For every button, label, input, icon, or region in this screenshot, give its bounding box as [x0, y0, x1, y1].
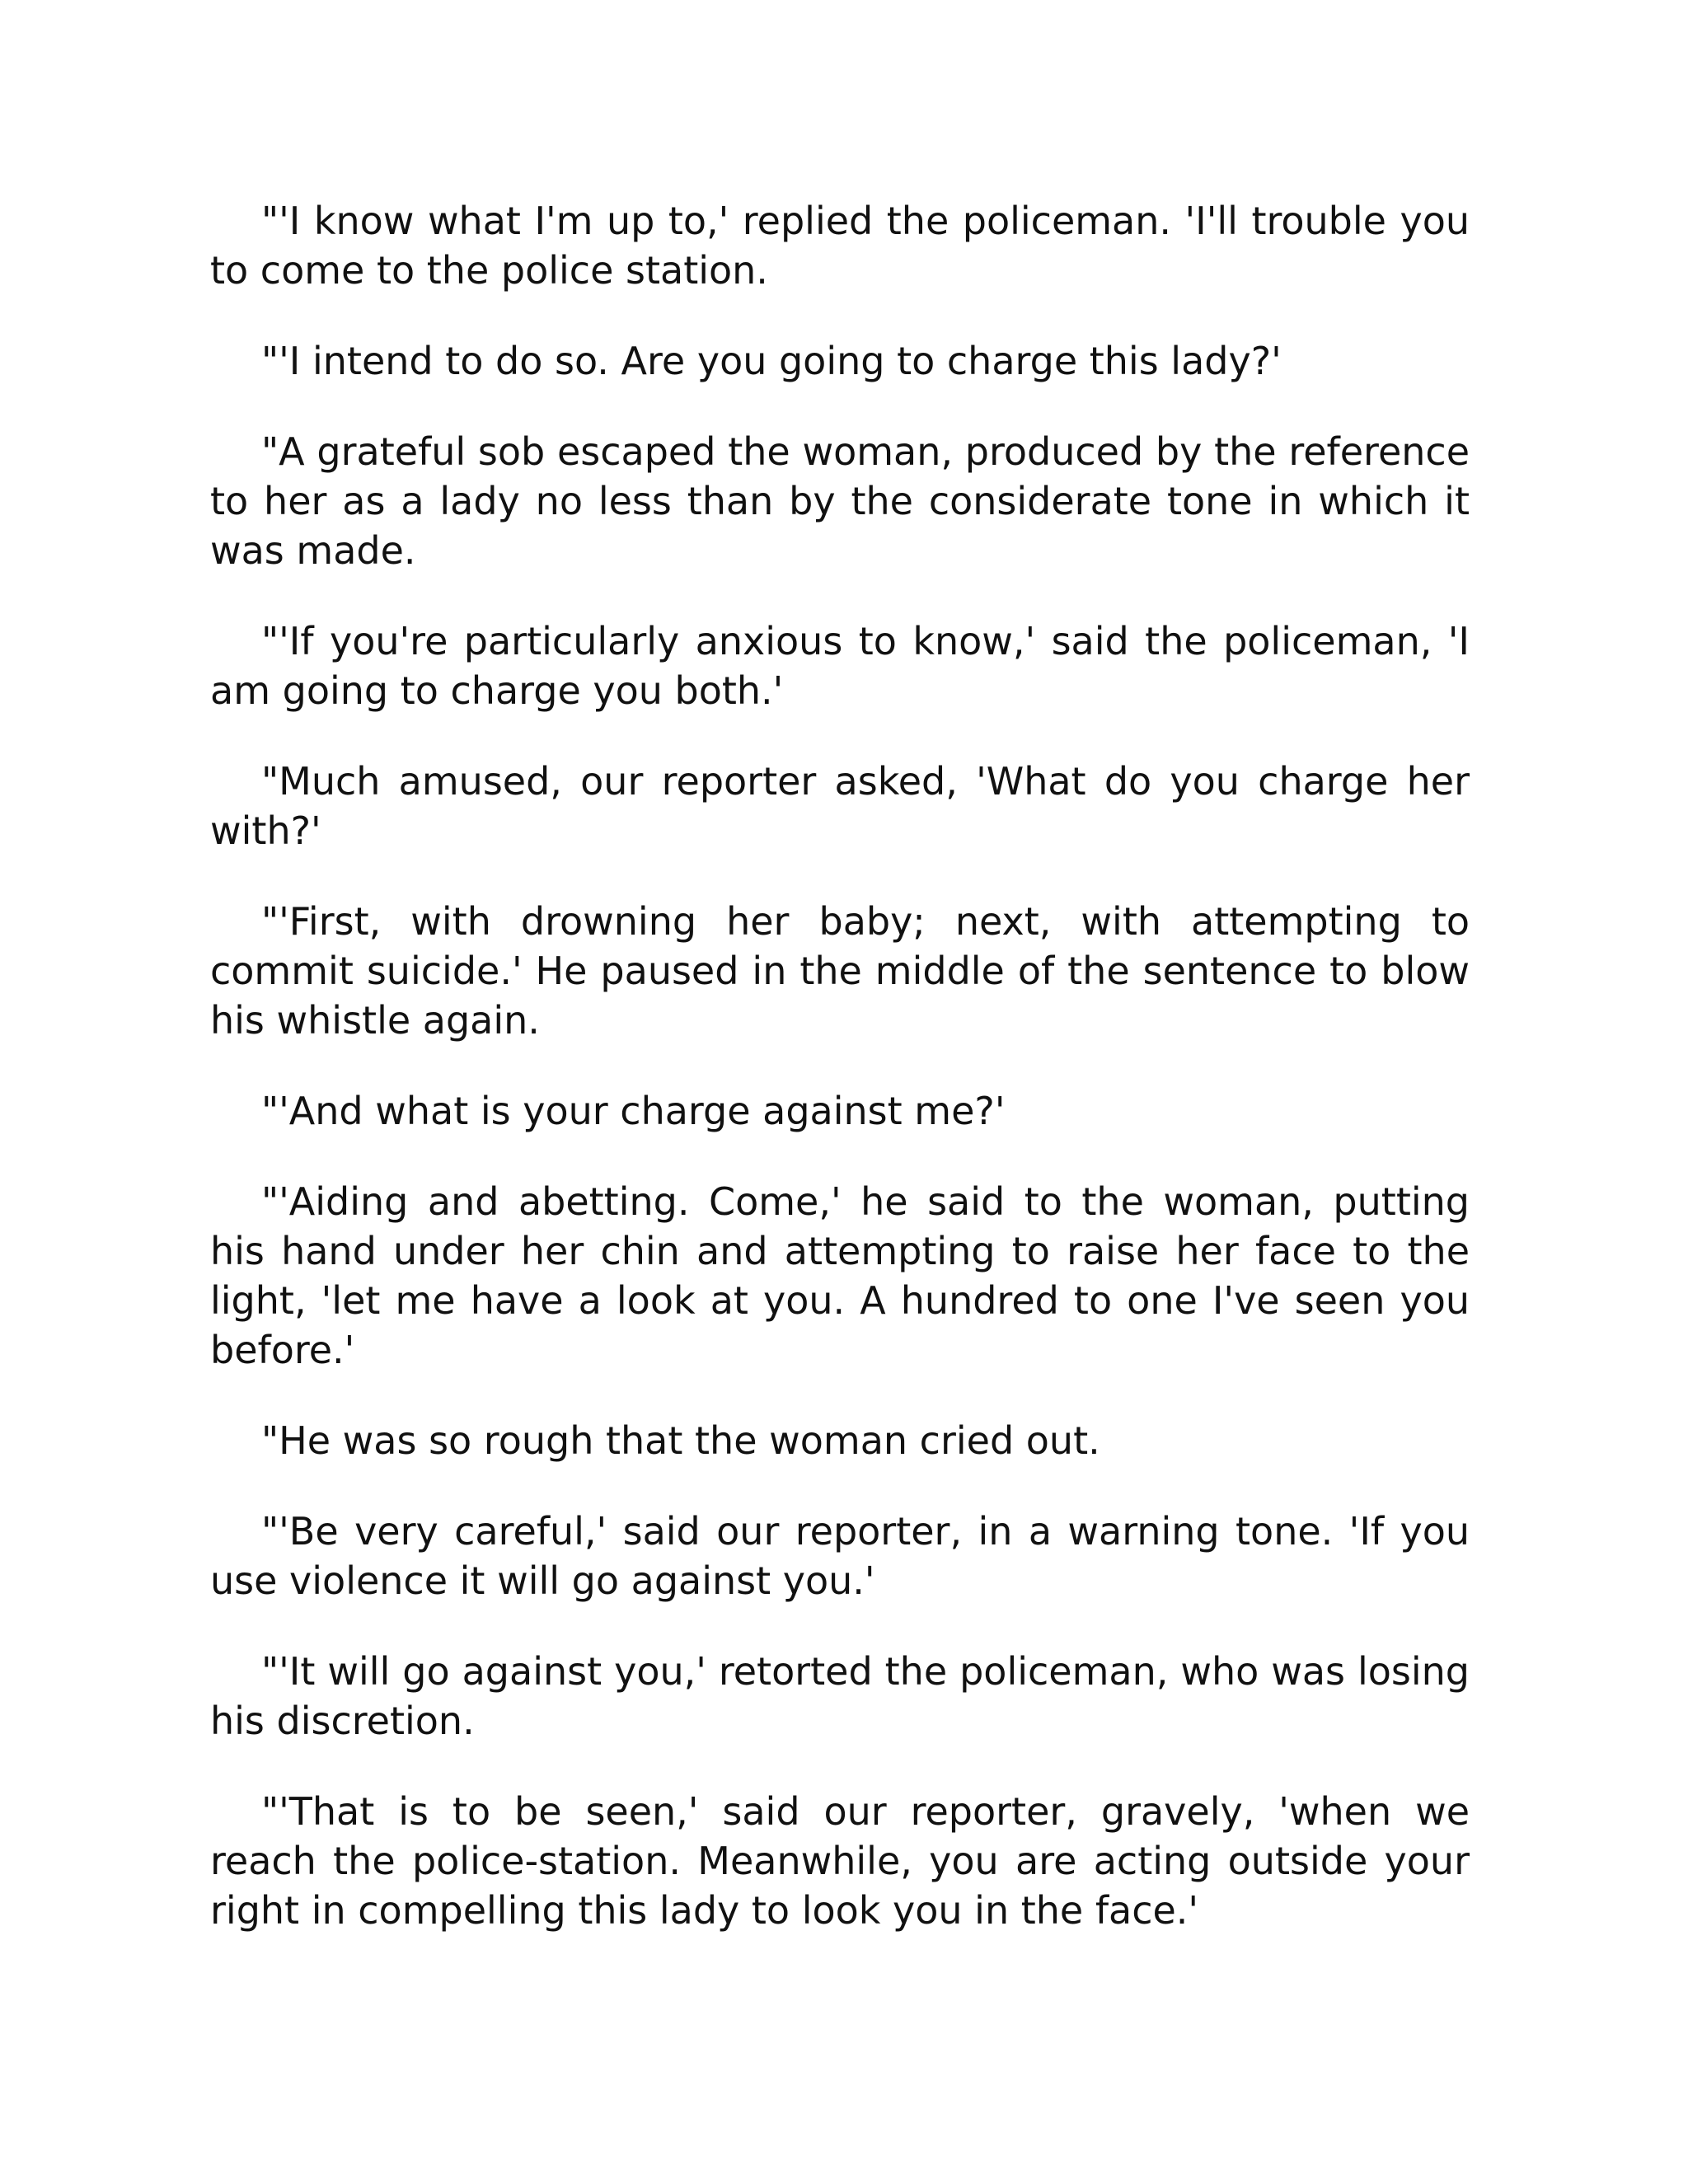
paragraph-2: "'I intend to do so. Are you going to charge this lady?' — [261, 339, 1282, 383]
paragraph-4: "'If you're particularly anxious to know,' said the policeman, 'I am going to charge you both.' — [210, 619, 1470, 713]
paragraph-6: "'First, with drowning her baby; next, with attempting to commit suicide.' He paused in the middle of the sentence to blow his whistle again. — [210, 899, 1470, 1043]
paragraph-5: "Much amused, our reporter asked, 'What do you charge her with?' — [210, 759, 1470, 853]
paragraph-3: "A grateful sob escaped the woman, produced by the reference to her as a lady no less than by the considerate tone in which it was made. — [210, 429, 1470, 573]
paragraph-7: "'And what is your charge against me?' — [261, 1089, 1006, 1133]
paragraph-1: "'I know what I'm up to,' replied the policeman. 'I'll trouble you to come to the police station. — [210, 199, 1470, 293]
body-text — [210, 196, 1470, 1935]
paragraph-9: "He was so rough that the woman cried out. — [261, 1418, 1100, 1463]
paragraph-12: "'That is to be seen,' said our reporter, gravely, 'when we reach the police-station. Meanwhile, you are acting outside your right in compelling this lady to look you in the face.' — [210, 1789, 1470, 1933]
paragraph-8: "'Aiding and abetting. Come,' he said to the woman, putting his hand under her chin and attempting to raise her face to the light, 'let me have a look at you. A hundred to one I've seen you before.' — [210, 1179, 1470, 1372]
paragraph-10: "'Be very careful,' said our reporter, in a warning tone. 'If you use violence it will go against you.' — [210, 1509, 1470, 1603]
paragraph-11: "'It will go against you,' retorted the policeman, who was losing his discretion. — [210, 1649, 1470, 1743]
